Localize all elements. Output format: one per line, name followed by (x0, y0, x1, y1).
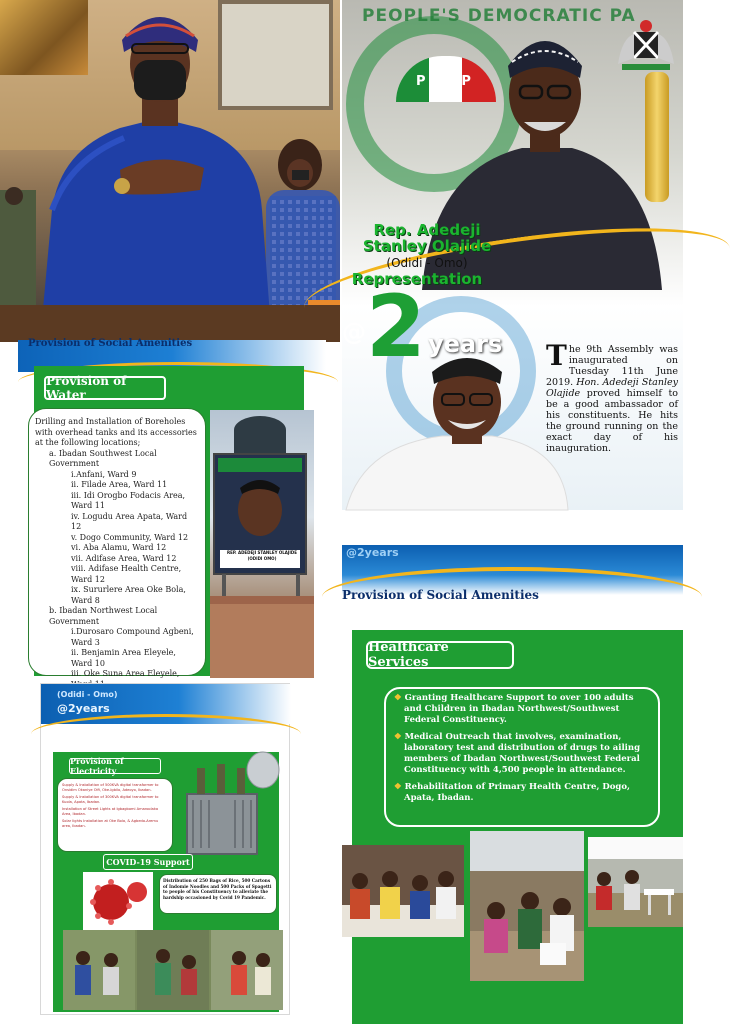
electricity-item: Solar lights Installation at Oke Bola, & Agbedo-Aremu area, Ibadan. (62, 819, 159, 828)
years-number: 2 (366, 277, 426, 377)
water-intro: Drilling and Installation of Boreholes with overhead tanks and its accessories at the following locations; (35, 417, 197, 447)
borehole-location-list (28, 408, 206, 676)
years-tag: @2years (346, 546, 399, 559)
electricity-item: Installation of Street Lights at Igbagbomi Amaroolaka Area, Ibadan. (62, 807, 159, 816)
healthcare-item: ❖ Rehabilitation of Primary Health Centre, Dogo, Apata, Ibadan. (394, 782, 630, 803)
representation-label: Representation (351, 270, 483, 288)
governor-figure (0, 0, 340, 342)
years-at-sign: @ (342, 318, 366, 346)
water-tab: Provision of Water (44, 376, 166, 400)
years-word: years (428, 330, 503, 358)
governor-photo (0, 0, 340, 342)
healthcare-item: ❖ Medical Outreach that involves, examination, laboratory test and distribution of drugs to ailing members of Ibadan Northwest/Southwest Federal Constituency with 4,500 people in attendance. (394, 732, 641, 775)
location-item: iv. Logudu Area Apata, Ward 12 (71, 511, 188, 531)
smiling-portrait (342, 350, 572, 510)
water-tank-photo (210, 410, 314, 678)
healthcare-list (384, 687, 660, 827)
lga-label: b. Ibadan Northwest Local Government (49, 606, 158, 626)
social-amenities-title: Provision of Social Amenities (342, 588, 539, 602)
outreach-photo-left (342, 845, 464, 937)
pdp-letters: P D P (416, 74, 475, 89)
location-item: viii. Adifase Health Centre, Ward 12 (71, 564, 182, 584)
lga-label: a. Ibadan Southwest Local Government (49, 448, 157, 468)
representative-name: Rep. Adedeji Stanley Olajide (362, 221, 492, 255)
electricity-tab: Provision of Electricity (69, 758, 161, 774)
diamond-bullet-icon: ❖ (394, 782, 405, 792)
covid-distribution-photos (63, 930, 283, 1010)
electricity-item: Supply & Installation of 500KVA digital transformer to Onsidim Okaniye Olfi, Oke-Igbilo, Adeoyo, Ibadan. (62, 783, 159, 792)
water-tank-illustration (210, 410, 314, 678)
location-item: v. Dogo Community, Ward 12 (71, 532, 189, 542)
pdp-arc-text: PEOPLE'S DEMOCRATIC PA (362, 6, 636, 26)
electricity-list (57, 778, 173, 852)
location-item: ix. Sururlere Area Oke Bola, Ward 8 (71, 585, 186, 605)
healthcare-item: ❖ Granting Healthcare Support to over 100 adults and Children in Ibadan Northwest/Southwest Federal Constituency. (394, 693, 634, 725)
electricity-item: Supply & Installation of 300KVA digital transformer to Kuola, Apata, Ibadan. (62, 795, 159, 804)
representative-nickname: (Odidi - Omo) (386, 256, 468, 270)
diamond-bullet-icon: ❖ (394, 693, 405, 703)
location-item: i.Durosaro Compound Agbeni, Ward 3 (71, 627, 194, 647)
healthcare-tab: Healthcare Services (366, 641, 514, 669)
covid-tab: COVID-19 Support (103, 854, 193, 870)
location-item: ii. Benjamin Area Eleyele, Ward 10 (71, 648, 176, 668)
outreach-photo-middle (470, 831, 584, 981)
social-amenities-panel (342, 545, 683, 1024)
drop-cap: T (546, 339, 567, 372)
location-item: iii. Oke Suna Area Eleyele, (71, 669, 180, 678)
years-tag: @2years (57, 702, 110, 715)
covid-support-note: Distribution of 250 Bags of Rice, 500 Cartons of Indomie Noodles and 500 Packs of Spagetti to people of his Constituency to alleviate the hardship occasioned by Covid 19 Pandemic. (159, 874, 277, 914)
location-item: vi. Aba Alamu, Ward 12 (71, 543, 167, 552)
coronavirus-icon (83, 872, 153, 930)
representative-flyer (342, 0, 683, 510)
location-item: vii. Adifase Area, Ward 12 (71, 553, 177, 563)
location-item: iii. Idi Orogbo Fodacis Area, Ward 11 (71, 490, 186, 510)
inauguration-text: T he 9th Assembly was inaugurated on Tuesday 11th June 2019. Hon. Adedeji Stanley Olajide proved himself to be a good ambassador of his constituents. He hits the ground running on the exact day of his inauguration. (546, 339, 678, 454)
transformer-icon (177, 748, 281, 862)
water-panel (18, 340, 326, 683)
odidi-tag: (Odidi - Omo) (57, 690, 118, 699)
outreach-photo-right (588, 837, 683, 927)
desk (0, 305, 340, 342)
electricity-covid-panel (40, 683, 290, 1015)
location-item: ii. Filade Area, Ward 11 (71, 480, 168, 489)
signboard-text: REP. ADEDEJI STANLEY OLAJIDE (ODIDI OMO) (227, 550, 297, 561)
location-item: i.Anfani, Ward 9 (71, 469, 137, 479)
diamond-bullet-icon: ❖ (394, 732, 405, 742)
water-header-partial: Provision of Social Amenities (28, 338, 193, 349)
